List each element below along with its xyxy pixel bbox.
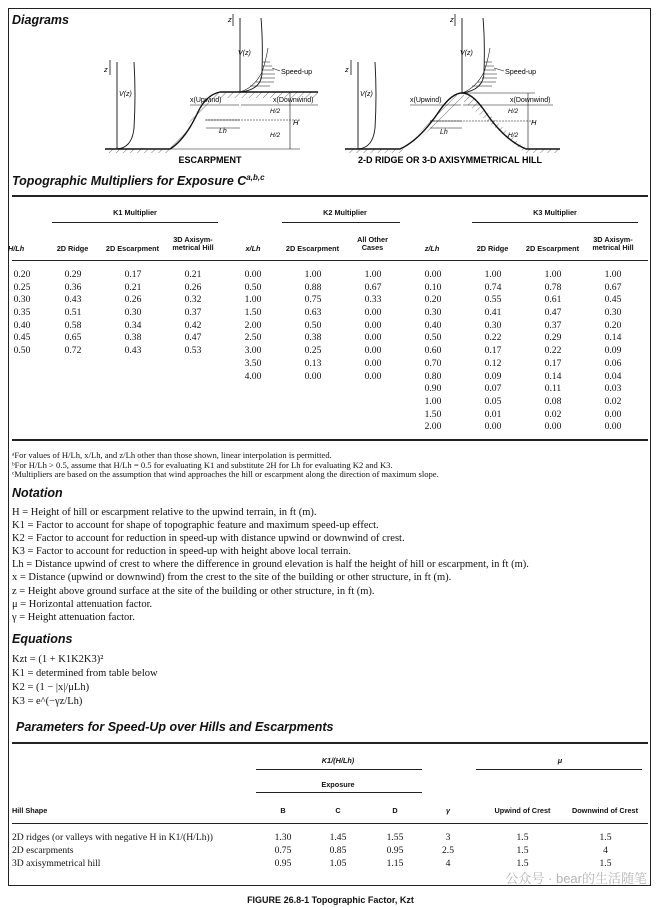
ridge-z-crest: z [450, 15, 454, 24]
params-d-col [380, 832, 410, 870]
table-cell: 0.61 [544, 294, 562, 306]
col-k3-axi: 3D Axisym- metrical Hill [592, 235, 634, 252]
esc-x-downwind: x(Downwind) [273, 97, 314, 104]
esc-vz-left: V(z) [119, 91, 132, 98]
table-cell: 0.08 [544, 395, 562, 407]
params-cell: 1.45 [329, 832, 347, 843]
table-cell: 2.50 [244, 332, 262, 344]
table-cell: 0.60 [424, 345, 442, 357]
params-cell: 0.75 [274, 844, 292, 856]
params-k1-header: K1/(H/Lh) [321, 756, 355, 765]
figure-caption: FIGURE 26.8-1 Topographic Factor, Kzt [247, 895, 414, 905]
table-cell: 0.04 [604, 370, 622, 382]
params-mu-subrule [476, 769, 642, 770]
table-cell: 0.50 [424, 332, 442, 344]
k2-cols-column [235, 269, 271, 383]
params-c-col [323, 832, 353, 870]
k1-cols-column [175, 269, 211, 358]
col-k3-esc: 2D Escarpment [525, 244, 580, 253]
col-zl: z/Lh [424, 244, 440, 253]
params-col-upwind: Upwind of Crest [494, 806, 551, 815]
table-cell: 0.80 [424, 370, 442, 382]
col-ridge: 2D Ridge [56, 244, 89, 253]
params-b-col [268, 832, 298, 870]
table-cell: 0.09 [484, 370, 502, 382]
params-col-b: B [280, 806, 286, 815]
footnote-c: ᶜMultipliers are based on the assumption that wind approaches the hill or escarpment along the direction of maximum slope. [12, 469, 439, 480]
table-cell: 0.43 [64, 294, 82, 306]
table-cell: 0.07 [484, 383, 502, 395]
params-cell: 1.15 [386, 857, 404, 869]
topo-rule-bottom [12, 439, 648, 441]
table-cell: 0.21 [124, 281, 142, 293]
table-cell: 0.17 [544, 357, 562, 369]
params-col-gamma: γ [445, 806, 451, 815]
params-col-shape: Hill Shape [12, 806, 48, 815]
notation-lh: Lh = Distance upwind of crest to where the difference in ground elevation is half the height of hill or escarpment, in ft (m). [12, 559, 529, 571]
table-cell: 0.75 [304, 294, 322, 306]
params-row-shape: 2D escarpments [12, 844, 74, 856]
col-k2-esc: 2D Escarpment [285, 244, 340, 253]
table-cell: 0.38 [304, 332, 322, 344]
table-cell: 0.26 [124, 294, 142, 306]
table-cell: 0.22 [484, 332, 502, 344]
table-cell: 0.47 [544, 307, 562, 319]
escarpment-diagram [103, 14, 318, 165]
table-cell: 0.21 [184, 269, 202, 280]
params-cell: 1.05 [329, 857, 347, 869]
esc-h: H [293, 118, 299, 127]
col-other: All Other Cases [357, 235, 388, 252]
table-cell: 0.29 [64, 269, 82, 280]
topo-header-rule [12, 260, 648, 261]
params-col-d: D [392, 806, 398, 815]
ridge-h2-bot: H/2 [508, 132, 519, 139]
table-cell: 1.00 [484, 269, 502, 280]
k3-cols-column [535, 269, 571, 434]
table-cell: 0.58 [64, 319, 82, 331]
table-cell: 0.02 [544, 408, 562, 420]
table-cell: 0.30 [124, 307, 142, 319]
table-cell: 0.41 [484, 307, 502, 319]
table-cell: 1.50 [244, 307, 262, 319]
table-cell: 0.14 [604, 332, 622, 344]
table-cell: 0.30 [13, 294, 31, 306]
k2-cols-column [295, 269, 331, 383]
table-cell: 1.00 [544, 269, 562, 280]
params-cell: 0.95 [386, 844, 404, 856]
eq-k2: K2 = (1 − |x|/μLh) [12, 682, 90, 693]
col-axi: 3D Axisym- metrical Hill [172, 235, 214, 252]
table-cell: 1.00 [304, 269, 322, 280]
table-cell: 0.72 [64, 345, 82, 357]
table-cell: 0.25 [13, 281, 31, 293]
table-cell: 0.53 [184, 345, 202, 357]
ridge-caption: 2-D RIDGE OR 3-D AXISYMMETRICAL HILL [357, 155, 543, 165]
table-cell: 0.17 [484, 345, 502, 357]
esc-z-left: z [104, 65, 108, 74]
params-cell: 1.5 [599, 857, 612, 869]
table-cell: 0.74 [484, 281, 502, 293]
eq-k1: K1 = determined from table below [12, 668, 158, 679]
footnote-a: ᵃFor values of H/Lh, x/Lh, and z/Lh other than those shown, linear interpolation is permitted. [12, 450, 332, 460]
table-cell: 0.01 [484, 408, 502, 420]
esc-x-upwind: x(Upwind) [190, 97, 222, 104]
table-cell: 0.26 [184, 281, 202, 293]
esc-vz-crest: V(z) [238, 50, 251, 57]
params-cell: 0.95 [274, 857, 292, 869]
ridge-lh: Lh [440, 129, 448, 136]
footnote-b: ᵇFor H/Lh > 0.5, assume that H/Lh = 0.5 for evaluating K1 and substitute 2H for Lh for evaluating K2 and K3. [12, 459, 393, 470]
k2-header: K2 Multiplier [323, 208, 367, 217]
table-cell: 0.55 [484, 294, 502, 306]
params-cell: 1.5 [516, 832, 529, 843]
table-cell: 0.05 [484, 395, 502, 407]
k1-subrule [52, 222, 218, 223]
notation-list [12, 506, 529, 624]
table-cell: 0.00 [364, 332, 382, 344]
table-cell: 0.00 [364, 307, 382, 319]
params-row-shape: 2D ridges (or valleys with negative H in K1/(H/Lh)) [12, 832, 213, 843]
table-cell: 0.20 [13, 269, 31, 280]
params-cell: 4 [603, 844, 608, 856]
esc-lh: Lh [219, 128, 227, 135]
ridge-speedup: Speed-up [505, 67, 537, 76]
ridge-vz-left: V(z) [360, 91, 373, 98]
table-cell: 0.25 [304, 345, 322, 357]
table-cell: 0.90 [424, 383, 442, 395]
table-cell: 0.70 [424, 357, 442, 369]
table-cell: 1.50 [424, 408, 442, 420]
params-gamma-col [433, 832, 463, 870]
table-cell: 0.36 [64, 281, 82, 293]
ridge-h2-top: H/2 [508, 108, 519, 115]
params-mu-header: μ [557, 756, 563, 765]
col-esc: 2D Escarpment [105, 244, 160, 253]
table-cell: 0.02 [604, 395, 622, 407]
esc-speedup: Speed-up [281, 67, 313, 76]
table-cell: 0.67 [604, 281, 622, 293]
diagrams-heading: Diagrams [12, 13, 69, 27]
params-up-col [505, 832, 540, 870]
table-cell: 0.88 [304, 281, 322, 293]
params-rule-top [12, 742, 648, 744]
table-cell: 0.37 [544, 319, 562, 331]
table-cell: 3.00 [244, 345, 262, 357]
k3-header: K3 Multiplier [533, 208, 577, 217]
params-k1-subrule [256, 769, 422, 770]
table-cell: 0.00 [424, 269, 442, 280]
table-cell: 0.34 [124, 319, 142, 331]
k1-header: K1 Multiplier [113, 208, 157, 217]
table-cell: 0.20 [424, 294, 442, 306]
ridge-diagram [344, 14, 560, 165]
table-cell: 0.00 [364, 357, 382, 369]
params-cell: 0.85 [329, 844, 347, 856]
table-cell: 0.78 [544, 281, 562, 293]
table-cell: 1.00 [424, 395, 442, 407]
ridge-h: H [531, 118, 537, 127]
table-cell: 0.37 [184, 307, 202, 319]
table-cell: 0.30 [424, 307, 442, 319]
notation-k2: K2 = Factor to account for reduction in speed-up with distance upwind or downwind of crest. [12, 533, 405, 545]
k1-cols-column [55, 269, 91, 358]
table-cell: 2.00 [424, 421, 442, 433]
table-cell: 0.20 [604, 319, 622, 331]
esc-z-crest: z [228, 15, 232, 24]
table-cell: 0.30 [604, 307, 622, 319]
k1-cols-column [115, 269, 151, 358]
table-cell: 0.40 [13, 319, 31, 331]
table-cell: 0.14 [544, 370, 562, 382]
table-cell: 0.06 [604, 357, 622, 369]
diagrams-illustration [0, 10, 661, 170]
table-cell: 0.00 [544, 421, 562, 433]
k3-cols-column [475, 269, 511, 434]
topo-heading: Topographic Multipliers for Exposure C$^{a,b,c}$ [12, 173, 265, 189]
notation-k3: K3 = Factor to account for reduction in speed-up with height above local terrain. [12, 546, 351, 558]
table-cell: 0.00 [364, 370, 382, 382]
k3-cols-column [595, 269, 631, 434]
params-cell: 2.5 [442, 844, 454, 856]
params-cell: 1.55 [386, 832, 404, 843]
table-cell: 0.51 [64, 307, 82, 319]
col-hl: H/Lh [8, 244, 25, 253]
table-cell: 0.10 [424, 281, 442, 293]
table-cell: 0.47 [184, 332, 202, 344]
k3-cols-column [415, 269, 451, 434]
table-cell: 0.00 [484, 421, 502, 433]
params-shape-col [12, 832, 213, 870]
table-cell: 0.12 [484, 357, 502, 369]
k1-cols-column [4, 269, 40, 358]
table-cell: 0.50 [13, 345, 31, 357]
table-cell: 2.00 [244, 319, 262, 331]
eq-kzt: Kzt = (1 + K1K2K3)² [12, 654, 104, 665]
params-cell: 1.5 [599, 832, 612, 843]
notation-z: z = Height above ground surface at the site of the building or other structure, in ft (m). [12, 585, 375, 597]
table-cell: 0.50 [304, 319, 322, 331]
equations-heading: Equations [12, 632, 73, 646]
notation-gamma: γ = Height attenuation factor. [12, 611, 135, 623]
table-cell: 3.50 [244, 357, 262, 369]
table-cell: 0.42 [184, 319, 202, 331]
table-cell: 0.11 [544, 383, 562, 395]
ridge-z-left: z [345, 65, 349, 74]
footnotes [12, 451, 439, 480]
params-col-downwind: Downwind of Crest [571, 806, 639, 815]
col-xl: x/Lh [245, 244, 261, 253]
equations-list [12, 653, 158, 709]
table-cell: 0.00 [364, 345, 382, 357]
table-cell: 0.00 [244, 269, 262, 280]
notation-h: H = Height of hill or escarpment relative to the upwind terrain, in ft (m). [12, 507, 317, 518]
eq-k3: K3 = e^(−γz/Lh) [12, 696, 83, 707]
table-cell: 0.35 [13, 307, 31, 319]
table-cell: 0.33 [364, 294, 382, 306]
params-cell: 1.5 [516, 857, 529, 869]
watermark: 公众号 · bear的生活随笔 [505, 871, 647, 886]
table-cell: 1.00 [244, 294, 262, 306]
table-cell: 0.30 [484, 319, 502, 331]
table-cell: 0.38 [124, 332, 142, 344]
table-cell: 0.32 [184, 294, 202, 306]
table-cell: 0.43 [124, 345, 142, 357]
table-cell: 0.00 [364, 319, 382, 331]
notation-k1: K1 = Factor to account for shape of topographic feature and maximum speed-up effect. [12, 520, 379, 532]
table-cell: 4.00 [244, 370, 262, 382]
table-cell: 1.00 [604, 269, 622, 280]
params-down-col [588, 832, 623, 870]
table-cell: 0.45 [604, 294, 622, 306]
table-cell: 0.00 [604, 408, 622, 420]
params-header-rule [12, 823, 648, 824]
table-cell: 0.03 [604, 383, 622, 395]
params-exposure-rule [256, 792, 422, 793]
params-cell: 4 [445, 857, 451, 869]
ridge-x-upwind: x(Upwind) [410, 97, 442, 104]
table-cell: 0.67 [364, 281, 382, 293]
notation-mu: μ = Horizontal attenuation factor. [12, 598, 153, 610]
params-exposure: Exposure [321, 780, 355, 789]
table-cell: 0.63 [304, 307, 322, 319]
params-col-c: C [335, 806, 341, 815]
params-cell: 1.30 [274, 832, 292, 843]
esc-h2-bot: H/2 [270, 132, 281, 139]
table-cell: 0.65 [64, 332, 82, 344]
table-cell: 0.09 [604, 345, 622, 357]
params-cell: 3 [445, 832, 451, 843]
col-k3-ridge: 2D Ridge [476, 244, 509, 253]
notation-x: x = Distance (upwind or downwind) from the crest to the site of the building or other structure, in ft (m). [12, 572, 452, 584]
ridge-vz-crest: V(z) [460, 50, 473, 57]
params-cell: 1.5 [516, 844, 529, 856]
k2-cols-column [355, 269, 391, 383]
esc-caption: ESCARPMENT [178, 155, 242, 165]
table-cell: 0.29 [544, 332, 562, 344]
table-cell: 0.50 [244, 281, 262, 293]
table-cell: 0.00 [604, 421, 622, 433]
params-row-shape: 3D axisymmetrical hill [12, 857, 101, 869]
table-cell: 0.00 [304, 370, 322, 382]
topo-rule-top [12, 195, 648, 197]
table-cell: 1.00 [364, 269, 382, 280]
k3-subrule [472, 222, 638, 223]
k2-subrule [282, 222, 400, 223]
table-cell: 0.40 [424, 319, 442, 331]
table-cell: 0.45 [13, 332, 31, 344]
esc-h2-top: H/2 [270, 108, 281, 115]
table-cell: 0.17 [124, 269, 142, 280]
table-cell: 0.22 [544, 345, 562, 357]
params-heading: Parameters for Speed-Up over Hills and Escarpments [16, 720, 334, 734]
table-cell: 0.13 [304, 357, 322, 369]
notation-heading: Notation [12, 486, 63, 500]
ridge-x-downwind: x(Downwind) [510, 97, 551, 104]
